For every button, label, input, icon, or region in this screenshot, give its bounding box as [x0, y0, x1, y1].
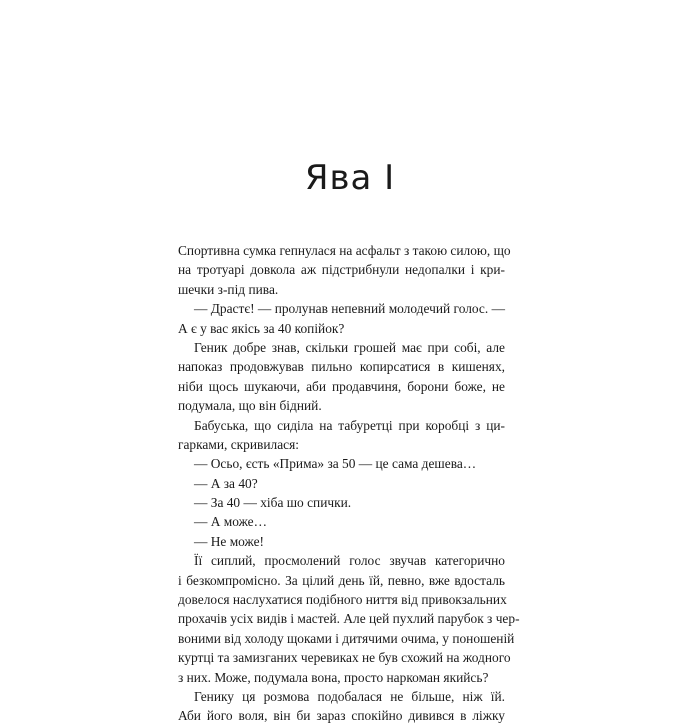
- text-line: — За 40 — хіба шо спички.: [194, 495, 352, 511]
- chapter-body-text: [178, 241, 520, 726]
- text-line: з них. Може, подумала вона, просто наркоман якийсь?: [178, 669, 489, 685]
- text-line: Бабуська, що сиділа на табуретці при коробці з ци-: [194, 417, 505, 433]
- text-line: куртці та замизганих черевиках не був схожий на жодного: [178, 650, 511, 666]
- text-line: прохачів усіх видів і мастей. Але цей пухлий парубок з чер-: [178, 611, 520, 627]
- text-line: Аби його воля, він би зараз спокійно дивився в ліжку: [178, 708, 505, 724]
- text-line: подумала, що він бідний.: [178, 398, 322, 414]
- text-line: Генику ця розмова подобалася не більше, ніж їй.: [194, 688, 505, 704]
- text-line: — Драстє! — пролунав непевний молодечий голос. —: [194, 301, 505, 317]
- text-line: на тротуарі довкола аж підстрибнули недопалки і кри-: [178, 262, 505, 278]
- text-line: довелося наслухатися подібного ниття від привокзальних: [178, 592, 507, 608]
- text-line: — Осьо, єсть «Прима» за 50 — це сама дешева…: [194, 456, 477, 472]
- text-line: — А за 40?: [194, 475, 258, 491]
- text-line: Геник добре знав, скільки грошей має при собі, але: [194, 339, 505, 355]
- text-line: напоказ продовжував пильно копирсатися в кишенях,: [178, 359, 505, 375]
- text-line: — А може…: [194, 514, 268, 530]
- text-line: і безкомпромісно. За цілий день їй, певно, вже вдосталь: [178, 572, 505, 588]
- text-line: ніби щось шукаючи, аби продавчиня, борони боже, не: [178, 378, 505, 394]
- text-line: шечки з-під пива.: [178, 281, 279, 297]
- chapter-title: Ява І: [304, 158, 396, 198]
- text-line: — Не може!: [194, 533, 265, 549]
- text-line: воними від холоду щоками і дитячими очима, у поношеній: [178, 630, 515, 646]
- text-line: Спортивна сумка гепнулася на асфальт з такою силою, що: [178, 243, 511, 258]
- text-line: А є у вас якісь за 40 копійок?: [178, 320, 345, 336]
- text-line: гарками, скривилася:: [178, 436, 299, 452]
- text-line: Її сиплий, просмолений голос звучав категорично: [194, 553, 505, 569]
